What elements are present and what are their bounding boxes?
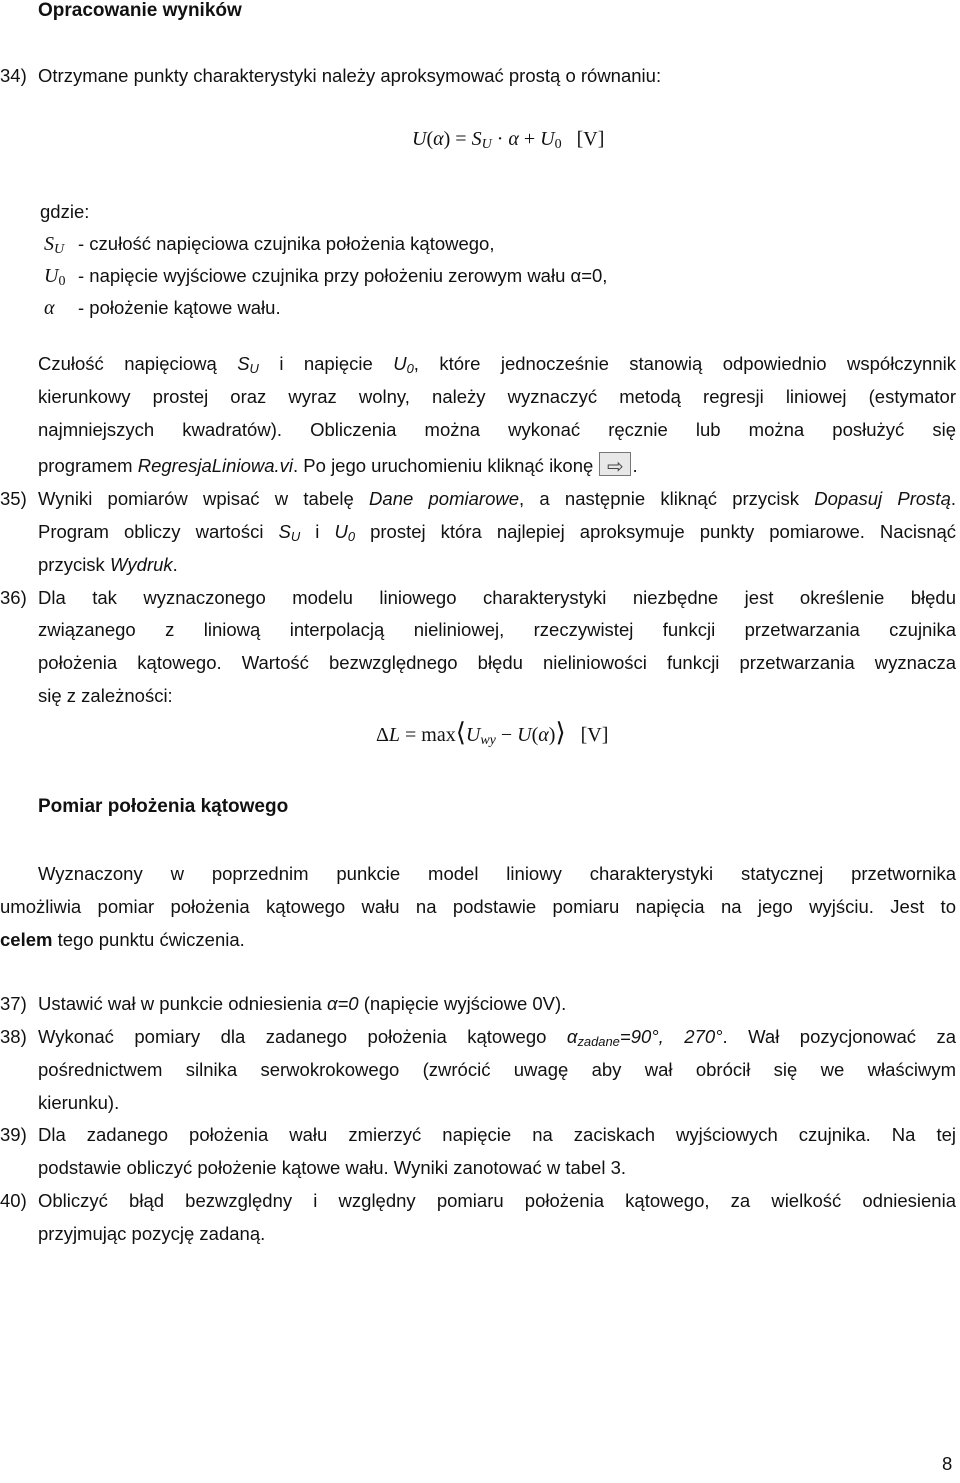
regression-formula: $U(\alpha) = S_U \cdot \alpha + U_0$ [V] <box>412 128 605 152</box>
paragraph-line: położenia kątowego. Wartość bezwzględnego błędu nieliniowości funkcji przetwarzania wyznacza <box>38 652 956 673</box>
section-heading-measure: Pomiar położenia kątowego <box>38 796 289 817</box>
paragraph-line: przycisk Wydruk. <box>38 554 178 575</box>
paragraph-line: podstawie obliczyć położenie kątowe wału. Wyniki zanotować w tabel 3. <box>38 1157 627 1178</box>
definition-su: $S_U$ - czułość napięciowa czujnika położenia kątowego, <box>44 233 495 257</box>
page-number: 8 <box>942 1453 953 1474</box>
list-item-35: 35) Wyniki pomiarów wpisać w tabelę Dane pomiarowe, a następnie kliknąć przycisk Dopasuj Prostą. <box>0 488 956 509</box>
paragraph-line: przyjmując pozycję zadaną. <box>38 1223 266 1244</box>
paragraph-line: kierunku). <box>38 1092 120 1113</box>
paragraph-line: kierunkowy prostej oraz wyraz wolny, należy wyznaczyć metodą regresji liniowej (estymator <box>38 386 956 407</box>
list-item-37: 37) Ustawić wał w punkcie odniesienia α=0 (napięcie wyjściowe 0V). <box>0 993 567 1014</box>
list-item-34 <box>0 60 661 92</box>
definition-u0: $U_0$ - napięcie wyjściowe czujnika przy położeniu zerowym wału α=0, <box>44 265 608 289</box>
list-item-36: 36) Dla tak wyznaczonego modelu liniowego charakterystyki niezbędne jest określenie błędu <box>0 587 956 608</box>
item-text: Otrzymane punkty charakterystyki należy aproksymować prostą o równaniu: <box>38 65 662 86</box>
nonlinearity-error-formula: $\Delta L = \max⟨U_{wy}$ − U(α)⟩ [V] <box>376 718 609 748</box>
definition-alpha: α - położenie kątowe wału. <box>44 297 281 319</box>
paragraph-line: Program obliczy wartości $S_U$ i $U_0$ prostej która najlepiej aproksymuje punkty pomiarowe. Nacisnąć <box>38 521 957 544</box>
paragraph-line: programem RegresjaLiniowa.vi. Po jego uruchomieniu kliknąć ikonę ⇨ . <box>38 454 638 478</box>
paragraph-line: związanego z liniową interpolacją nieliniowej, rzeczywistej funkcji przetwarzania czujnika <box>38 619 956 640</box>
paragraph-line: umożliwia pomiar położenia kątowego wału na podstawie pomiaru napięcia na jego wyjściu. Jest to <box>0 896 956 917</box>
paragraph-line: celem tego punktu ćwiczenia. <box>0 929 245 950</box>
list-item-38: 38) Wykonać pomiary dla zadanego położenia kątowego $\alpha_{zadane}=90^\circ$, 270°. Wał pozycjonować za <box>0 1026 956 1049</box>
run-arrow-icon[interactable]: ⇨ <box>599 452 631 476</box>
paragraph-line: się z zależności: <box>38 685 173 706</box>
list-item-40: 40) Obliczyć błąd bezwzględny i względny pomiaru położenia kątowego, za wielkość odniesienia <box>0 1190 956 1211</box>
paragraph-line: pośrednictwem silnika serwokrokowego (zwrócić uwagę aby wał obrócił się we właściwym <box>38 1059 956 1080</box>
item-number: 34) <box>0 65 27 86</box>
where-label: gdzie: <box>40 201 90 222</box>
paragraph-line: najmniejszych kwadratów). Obliczenia można wykonać ręcznie lub można posłużyć się <box>38 419 956 440</box>
paragraph-line: Czułość napięciową $S_U$ i napięcie $U_0$, które jednocześnie stanowią odpowiednio współczynnik <box>38 353 956 376</box>
section-heading-results: Opracowanie wyników <box>38 0 242 21</box>
list-item-39: 39) Dla zadanego położenia wału zmierzyć napięcie na zaciskach wyjściowych czujnika. Na tej <box>0 1124 956 1145</box>
paragraph-line: Wyznaczony w poprzednim punkcie model liniowy charakterystyki statycznej przetwornika <box>38 863 956 884</box>
